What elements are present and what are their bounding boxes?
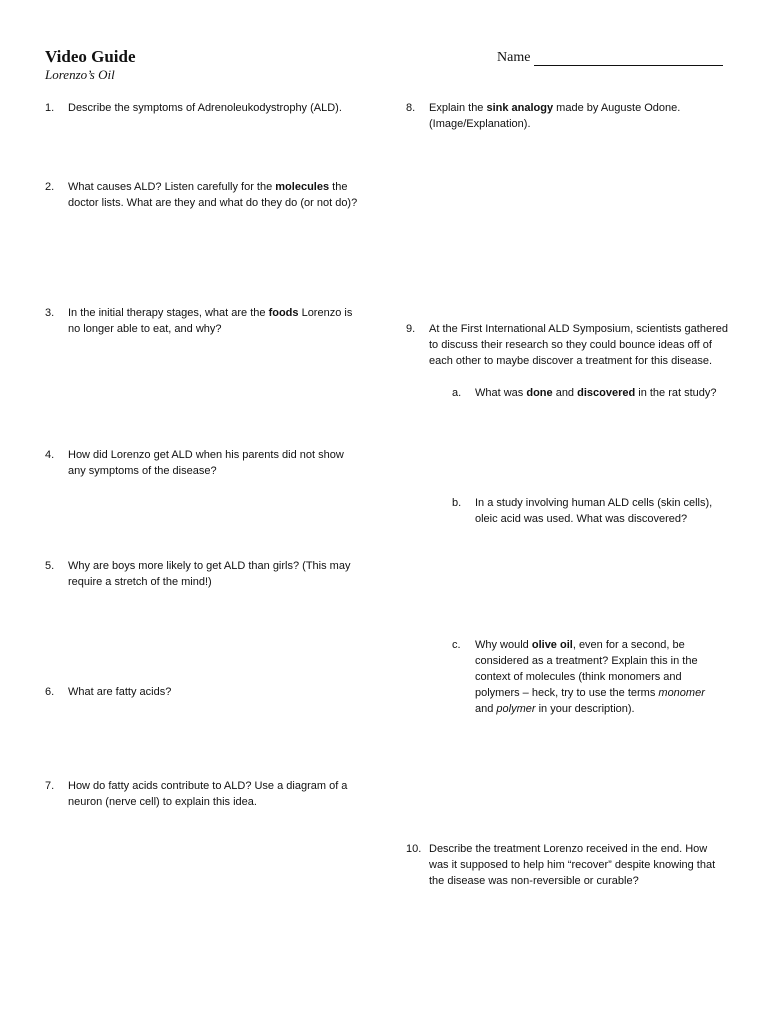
- subquestion-text: Why would olive oil, even for a second, be considered as a treatment? Explain this in the context of molecules (think monomers and polymers – heck, try to use the terms monomer and polymer in your description).: [475, 639, 705, 715]
- question-number: 3.: [45, 307, 55, 319]
- question-number: 8.: [406, 102, 416, 114]
- question-number: 2.: [45, 181, 55, 193]
- name-field: [497, 50, 723, 66]
- question-text: Explain the sink analogy made by Auguste Odone. (Image/Explanation).: [429, 102, 681, 130]
- name-blank-line[interactable]: [534, 50, 723, 66]
- question-text: In the initial therapy stages, what are the foods Lorenzo is no longer able to eat, and why?: [68, 307, 353, 335]
- question-number: 4.: [45, 449, 55, 461]
- subquestion-letter: c.: [452, 639, 461, 651]
- question-number: 9.: [406, 323, 416, 335]
- question-text: What are fatty acids?: [68, 686, 172, 698]
- worksheet-subtitle: Lorenzo’s Oil: [45, 67, 115, 82]
- name-label: Name: [497, 50, 531, 65]
- question-number: 7.: [45, 780, 55, 792]
- question-number: 1.: [45, 102, 55, 114]
- subquestion-letter: b.: [452, 497, 462, 509]
- question-text: Describe the treatment Lorenzo received in the end. How was it supposed to help him “recover” despite knowing that the disease was non-reversible or curable?: [429, 843, 716, 887]
- subquestion-text: What was done and discovered in the rat study?: [475, 387, 717, 399]
- question-text: What causes ALD? Listen carefully for the molecules the doctor lists. What are they and what do they do (or not do)?: [68, 181, 358, 209]
- worksheet-title: Video Guide: [45, 47, 136, 66]
- question-text: Why are boys more likely to get ALD than girls? (This may require a stretch of the mind!): [68, 560, 351, 588]
- question-text: How did Lorenzo get ALD when his parents did not show any symptoms of the disease?: [68, 449, 344, 477]
- question-number: 10.: [406, 843, 422, 855]
- question-text: Describe the symptoms of Adrenoleukodystrophy (ALD).: [68, 102, 342, 114]
- question-text: How do fatty acids contribute to ALD? Use a diagram of a neuron (nerve cell) to explain this idea.: [68, 780, 348, 808]
- subquestion-letter: a.: [452, 387, 462, 399]
- question-number: 6.: [45, 686, 55, 698]
- question-number: 5.: [45, 560, 55, 572]
- question-text: At the First International ALD Symposium, scientists gathered to discuss their research so they could bounce ideas off of each other to maybe discover a treatment for this disease.: [429, 323, 728, 367]
- subquestion-text: In a study involving human ALD cells (skin cells), oleic acid was used. What was discovered?: [475, 497, 713, 525]
